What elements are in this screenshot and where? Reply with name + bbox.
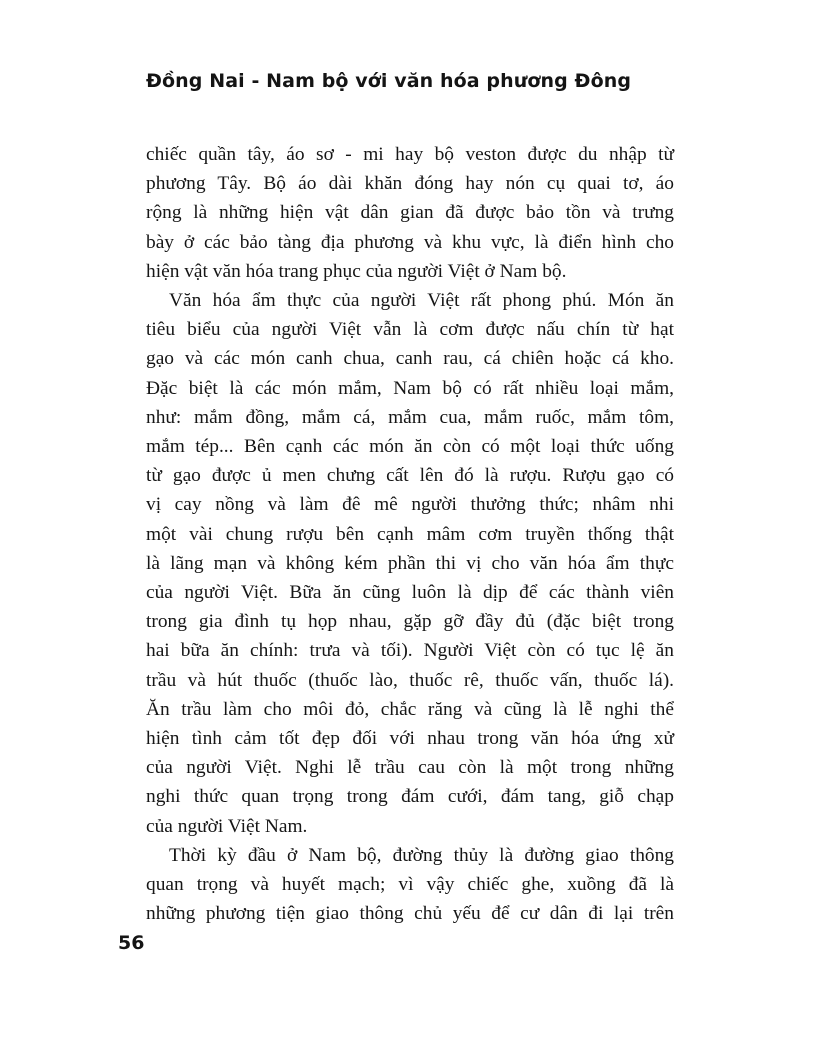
text-line: nghi thức quan trọng trong đám cưới, đám tang, giỗ chạp <box>146 786 674 808</box>
text-line: Ăn trầu làm cho môi đỏ, chắc răng và cũng là lễ nghi thể <box>146 698 674 720</box>
text-line: hiện tình cảm tốt đẹp đối với nhau trong văn hóa ứng xử <box>146 728 674 750</box>
text-line: những phương tiện giao thông chủ yếu để cư dân đi lại trên <box>146 903 674 925</box>
text-line: bày ở các bảo tàng địa phương và khu vực, là điển hình cho <box>146 231 674 253</box>
text-line: từ gạo được ủ men chưng cất lên đó là rượu. Rượu gạo có <box>146 465 674 487</box>
page-number: 56 <box>118 932 145 954</box>
paragraph-3 <box>146 841 674 929</box>
text-line: của người Việt. Nghi lễ trầu cau còn là một trong những <box>146 757 674 779</box>
body-text <box>146 140 674 928</box>
text-line: gạo và các món canh chua, canh rau, cá chiên hoặc cá kho. <box>146 348 674 370</box>
text-line: phương Tây. Bộ áo dài khăn đóng hay nón cụ quai tơ, áo <box>146 173 674 195</box>
text-line: quan trọng và huyết mạch; vì vậy chiếc ghe, xuồng đã là <box>146 874 674 896</box>
text-line: mắm tép... Bên cạnh các món ăn còn có một loại thức uống <box>146 436 674 458</box>
text-line: vị cay nồng và làm đê mê người thưởng thức; nhâm nhi <box>146 494 674 516</box>
text-line: của người Việt Nam. <box>146 815 308 837</box>
text-line: rộng là những hiện vật dân gian đã được bảo tồn và trưng <box>146 202 674 224</box>
text-line: tiêu biểu của người Việt vẫn là cơm được nấu chín từ hạt <box>146 319 674 341</box>
running-header-title: Đồng Nai - Nam bộ với văn hóa phương Đông <box>146 70 632 92</box>
text-line: là lãng mạn và không kém phần thi vị cho văn hóa ẩm thực <box>146 552 674 574</box>
text-line: Thời kỳ đầu ở Nam bộ, đường thủy là đường giao thông <box>169 844 674 866</box>
text-line: hiện vật văn hóa trang phục của người Việt ở Nam bộ. <box>146 260 567 282</box>
text-line: một vài chung rượu bên cạnh mâm cơm truyền thống thật <box>146 523 674 545</box>
paragraph-2 <box>146 286 674 841</box>
text-line: trong gia đình tụ họp nhau, gặp gỡ đầy đủ (đặc biệt trong <box>146 611 674 633</box>
text-line: hai bữa ăn chính: trưa và tối). Người Việt còn có tục lệ ăn <box>146 640 674 662</box>
text-line: như: mắm đồng, mắm cá, mắm cua, mắm ruốc, mắm tôm, <box>146 406 674 428</box>
text-line: của người Việt. Bữa ăn cũng luôn là dịp để các thành viên <box>146 582 674 604</box>
paragraph-1 <box>146 140 674 286</box>
text-line: chiếc quần tây, áo sơ - mi hay bộ veston được du nhập từ <box>146 144 674 165</box>
text-line: trầu và hút thuốc (thuốc lào, thuốc rê, thuốc vấn, thuốc lá). <box>146 669 674 691</box>
text-line: Đặc biệt là các món mắm, Nam bộ có rất nhiều loại mắm, <box>146 377 674 399</box>
text-line: Văn hóa ẩm thực của người Việt rất phong phú. Món ăn <box>169 290 674 312</box>
